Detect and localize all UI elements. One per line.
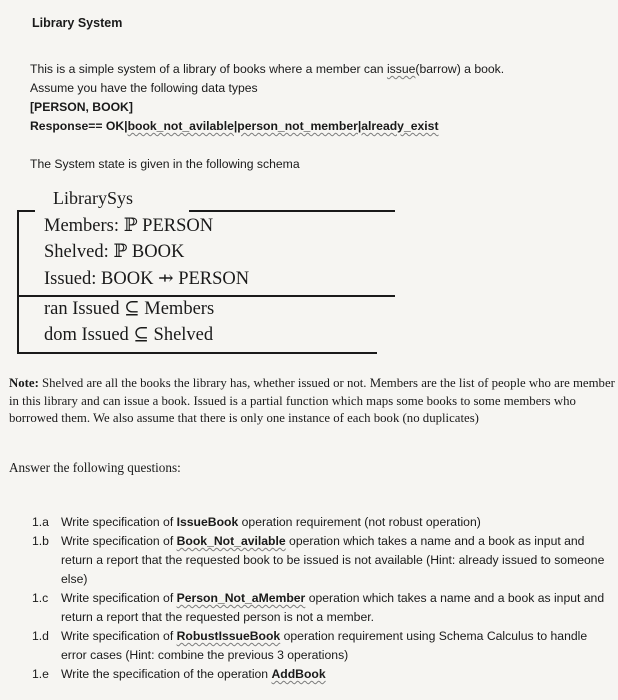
question-item xyxy=(32,589,610,627)
intro-block xyxy=(30,60,504,136)
note-text: Shelved are all the books the library has, whether issued or not. Members are the list of people who are member in this library and can issue a book. Issued is a partial function which maps some books to some members who borrowed them. We also assume that there is only one instance of each book (no duplicates) xyxy=(9,376,615,425)
question-number: 1.a xyxy=(32,515,49,529)
issue-word: issue xyxy=(386,62,416,76)
question-item xyxy=(32,513,610,532)
operation-name: RobustIssueBook xyxy=(176,629,281,643)
schema-bottom-border xyxy=(17,352,377,354)
question-text: operation which takes a name and a book as input and return a report that the requested person is not a member. xyxy=(61,591,605,624)
question-item xyxy=(32,627,610,665)
question-text: Write the specification of the operation xyxy=(61,667,272,681)
question-item xyxy=(32,665,610,684)
question-text: operation which takes a name and a book as input and return a report that the requested book to be issued is not available (Hint: already issued to someone else) xyxy=(61,534,605,586)
intro-text: (barrow) a book. xyxy=(415,62,505,76)
question-number: 1.e xyxy=(32,667,49,681)
page-title: Library System xyxy=(32,16,123,30)
question-text: Write specification of xyxy=(61,534,177,548)
response-type xyxy=(30,117,504,136)
note-paragraph xyxy=(9,375,615,428)
schema-top-border-left xyxy=(17,210,35,212)
operation-name: AddBook xyxy=(271,667,326,681)
intro-line-2: Assume you have the following data types xyxy=(30,81,258,95)
question-number: 1.b xyxy=(32,534,49,548)
intro-line-1 xyxy=(30,60,504,79)
operation-name: Book_Not_avilable xyxy=(176,534,286,548)
answer-heading: Answer the following questions: xyxy=(9,460,181,475)
library-schema xyxy=(17,186,377,354)
operation-name: Person_Not_aMember xyxy=(176,591,306,605)
question-number: 1.d xyxy=(32,629,49,643)
schema-decl-issued: Issued: BOOK ⇸ PERSON xyxy=(44,269,250,289)
question-number: 1.c xyxy=(32,591,49,605)
question-list xyxy=(32,513,610,684)
response-values: book_not_avilable|person_not_member|already_exist xyxy=(127,119,439,133)
schema-divider xyxy=(17,295,395,297)
question-text: operation requirement (not robust operation) xyxy=(238,515,481,529)
question-item xyxy=(32,532,610,589)
question-text: Write specification of xyxy=(61,591,177,605)
schema-pred-dom: dom Issued ⊆ Shelved xyxy=(44,325,214,345)
question-text: Write specification of xyxy=(61,515,177,529)
schema-intro: The System state is given in the following schema xyxy=(30,157,300,171)
question-text: Write specification of xyxy=(61,629,177,643)
response-prefix: Response== OK| xyxy=(30,119,128,133)
schema-left-border xyxy=(17,210,19,354)
operation-name: IssueBook xyxy=(176,515,239,529)
schema-decl-members: Members: ℙ PERSON xyxy=(44,216,214,236)
note-label: Note: xyxy=(9,376,39,390)
schema-pred-ran: ran Issued ⊆ Members xyxy=(44,299,215,319)
intro-text: This is a simple system of a library of books where a member can xyxy=(30,62,387,76)
data-types: [PERSON, BOOK] xyxy=(30,100,133,114)
question-text: operation requirement using Schema Calculus to handle error cases (Hint: combine the previous 3 operations) xyxy=(61,629,588,662)
schema-decl-shelved: Shelved: ℙ BOOK xyxy=(44,242,185,262)
schema-name: LibrarySys xyxy=(53,188,133,208)
schema-top-border-right xyxy=(189,210,395,212)
